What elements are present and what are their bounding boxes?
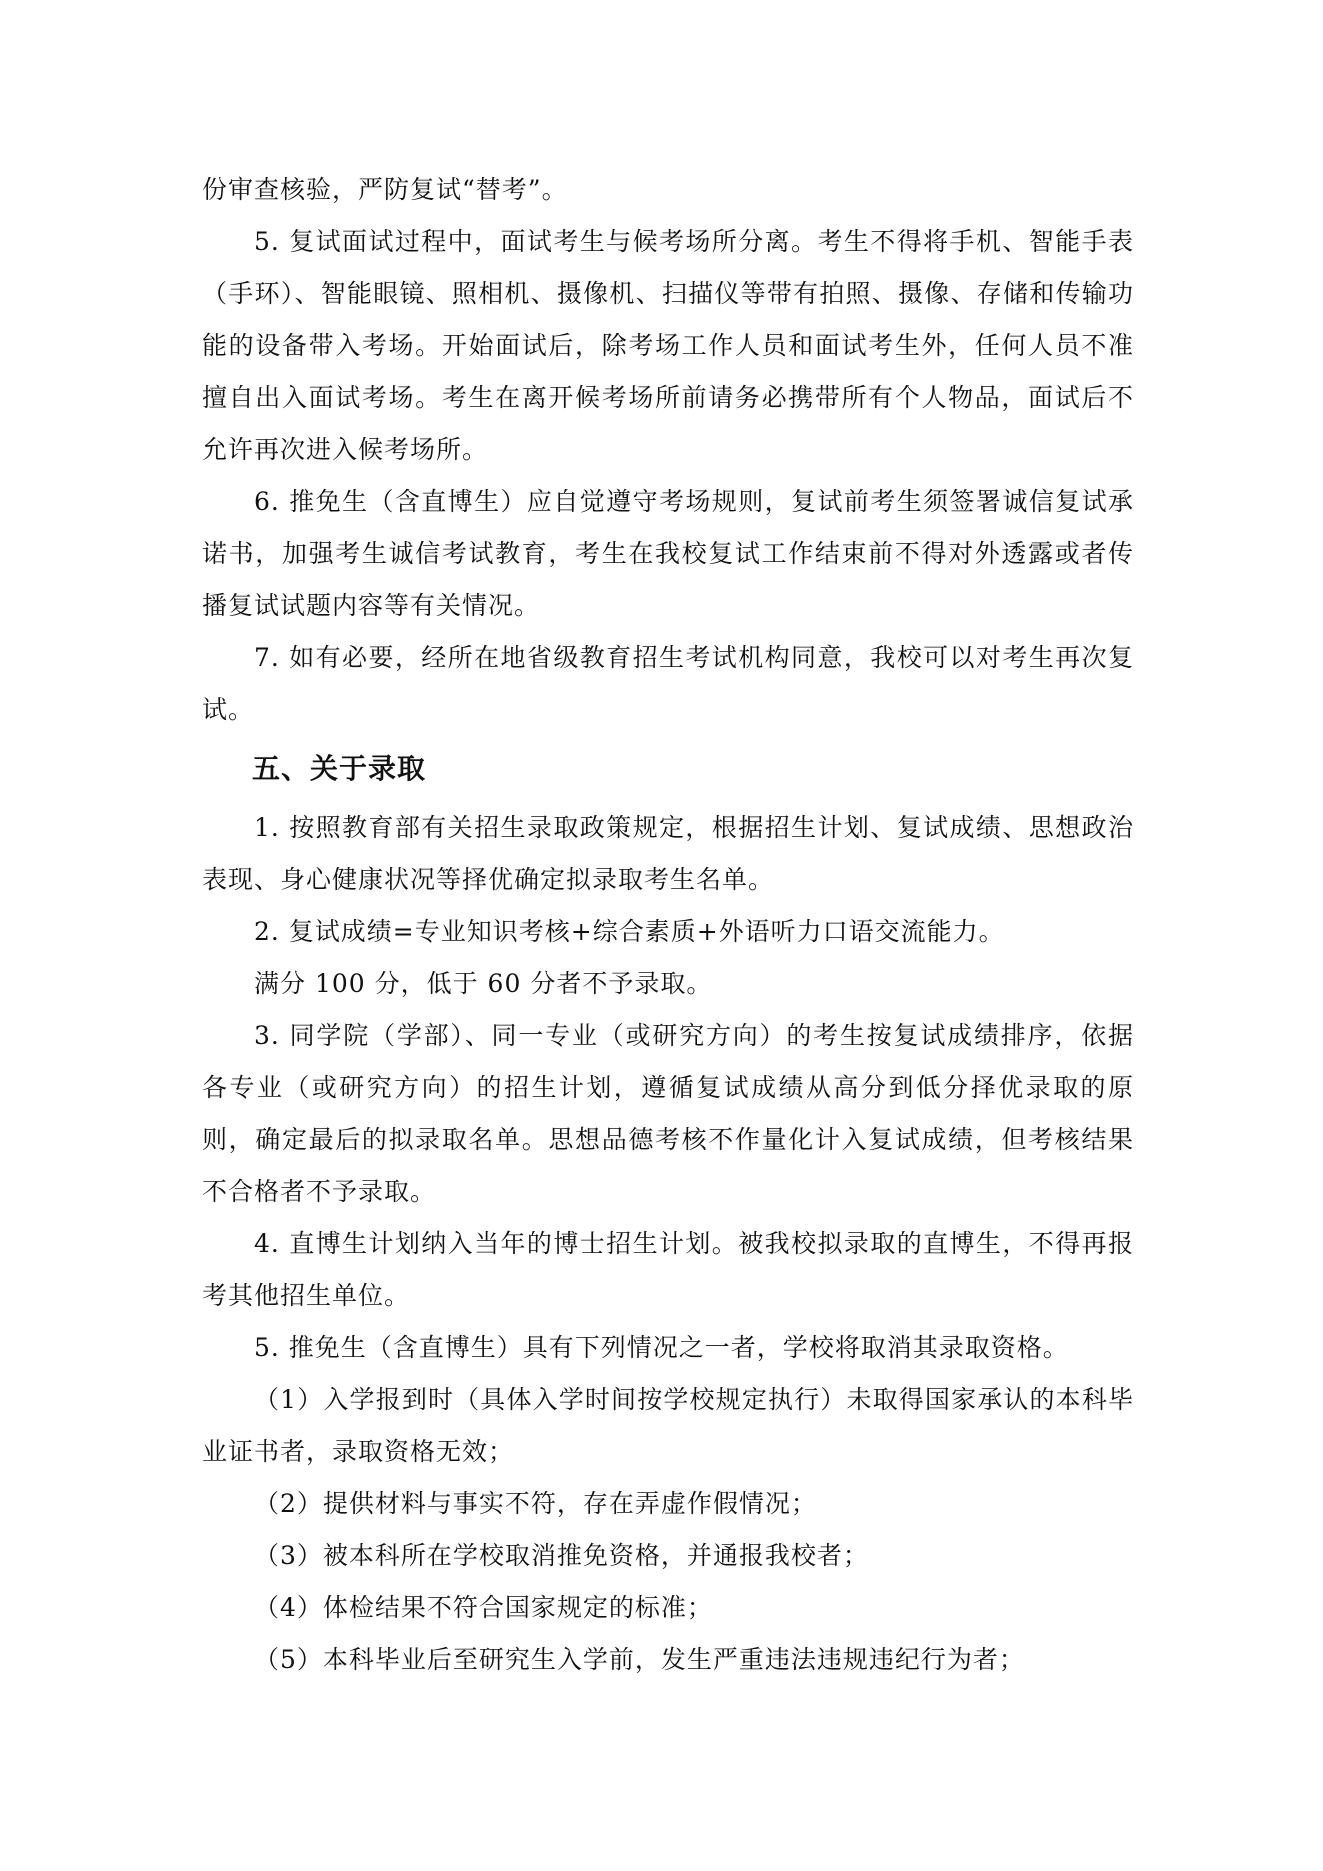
paragraph-integrity-pledge: 6. 推免生（含直博生）应自觉遵守考场规则，复试前考生须签署诚信复试承诺书，加强考生诚信考试教育，考生在我校复试工作结束前不得对外透露或者传播复试试题内容等有关情况。 [202,487,1134,620]
list-item: （4）体检结果不符合国家规定的标准； [254,1593,713,1622]
paragraph-re-examination: 7. 如有必要，经所在地省级教育招生考试机构同意，我校可以对考生再次复试。 [202,643,1134,724]
list-item: （1）入学报到时（具体入学时间按学校规定执行）未取得国家承认的本科毕业证书者，录取资格无效； [202,1385,1134,1466]
list-item: （5）本科毕业后至研究生入学前，发生严重违法违规违纪行为者； [254,1645,1025,1674]
paragraph-admission-policy: 1. 按照教育部有关招生录取政策规定，根据招生计划、复试成绩、思想政治表现、身心健康状况等择优确定拟录取考生名单。 [202,813,1134,894]
paragraph-interview-separation: 5. 复试面试过程中，面试考生与候考场所分离。考生不得将手机、智能手表（手环）、智能眼镜、照相机、摄像机、扫描仪等带有拍照、摄像、存储和传输功能的设备带入考场。开始面试后，除考场工作人员和面试考生外，任何人员不准擅自出入面试考场。考生在离开候考场所前请务必携带所有个人物品，面试后不允许再次进入候考场所。 [202,227,1134,464]
paragraph-direct-phd-plan: 4. 直博生计划纳入当年的博士招生计划。被我校拟录取的直博生，不得再报考其他招生单位。 [202,1229,1134,1310]
paragraph-identity-check: 份审查核验，严防复试“替考”。 [202,175,568,204]
section-heading-admission: 五、关于录取 [252,752,427,785]
paragraph-ranking: 3. 同学院（学部）、同一专业（或研究方向）的考生按复试成绩排序，依据各专业（或研究方向）的招生计划，遵循复试成绩从高分到低分择优录取的原则，确定最后的拟录取名单。思想品德考核不作量化计入复试成绩，但考核结果不合格者不予录取。 [202,1021,1134,1206]
page-content [202,164,1134,1686]
paragraph-score-formula: 2. 复试成绩=专业知识考核+综合素质+外语听力口语交流能力。 [254,917,1005,946]
list-item: （2）提供材料与事实不符，存在弄虚作假情况； [254,1489,817,1518]
paragraph-full-score: 满分 100 分，低于 60 分者不予录取。 [254,969,713,998]
paragraph-disqualification: 5. 推免生（含直博生）具有下列情况之一者，学校将取消其录取资格。 [254,1333,1069,1362]
list-item: （3）被本科所在学校取消推免资格，并通报我校者； [254,1541,869,1570]
